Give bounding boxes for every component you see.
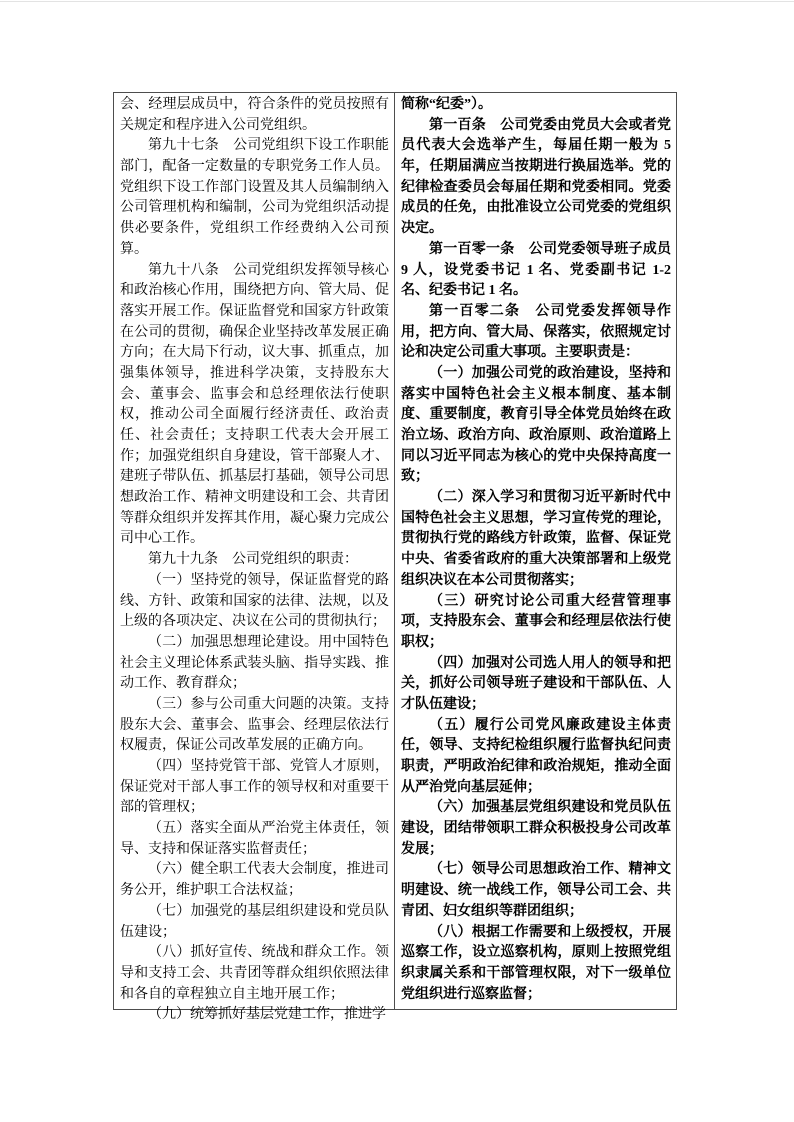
paragraph: 简称“纪委”）。 bbox=[401, 97, 492, 112]
paragraph: （五）履行公司党风廉政建设主体责任，领导、支持纪检组织履行监督执纪问责职责，严明政治纪律和政治规矩，推动全面从严治党向基层延伸； bbox=[401, 717, 671, 795]
paragraph: 会、经理层成员中，符合条件的党员按照有关规定和程序进入公司党组织。 bbox=[120, 97, 389, 133]
paragraph: （八）抓好宣传、统战和群众工作。领导和支持工会、共青团等群众组织依照法律和各自的章程独立自主地开展工作； bbox=[120, 945, 389, 1002]
paragraph: （二）深入学习和贯彻习近平新时代中国特色社会主义思想，学习宣传党的理论，贯彻执行党的路线方针政策，监督、保证党中央、省委省政府的重大决策部署和上级党组织决议在本公司贯彻落实； bbox=[401, 490, 671, 588]
paragraph: 第一百条 公司党委由党员大会或者党员代表大会选举产生，每届任期一般为 5 年，任期届满应当按期进行换届选举。党的纪律检查委员会每届任期和党委相同。党委成员的任免，由批准设立公司党委的党组织决定。 bbox=[401, 117, 671, 237]
paragraph: 第九十七条 公司党组织下设工作职能部门，配备一定数量的专职党务工作人员。党组织下设工作部门设置及其人员编制纳入公司管理机构和编制，公司为党组织活动提供必要条件，党组织工作经费纳入公司预算。 bbox=[120, 138, 389, 257]
paragraph: （七）加强党的基层组织建设和党员队伍建设； bbox=[120, 903, 389, 940]
paragraph: （六）健全职工代表大会制度，推进司务公开，维护职工合法权益； bbox=[120, 862, 389, 899]
paragraph: （一）加强公司党的政治建设，坚持和落实中国特色社会主义根本制度、基本制度、重要制度，教育引导全体党员始终在政治立场、政治方向、政治原则、政治道路上同以习近平同志为核心的党中央保持高度一致； bbox=[401, 365, 671, 485]
paragraph: （五）落实全面从严治党主体责任，领导、支持和保证落实监督责任； bbox=[120, 821, 389, 857]
paragraph: （八）根据工作需要和上级授权，开展巡察工作，设立巡察机构，原则上按照党组织隶属关系和干部管理权限，对下一级单位党组织进行巡察监督； bbox=[401, 924, 671, 1002]
page-top-hairline bbox=[0, 1, 794, 2]
paragraph: （三）参与公司重大问题的决策。支持股东大会、董事会、监事会、经理层依法行权履责，保证公司改革发展的正确方向。 bbox=[120, 696, 389, 754]
paragraph: 第九十九条 公司党组织的职责： bbox=[148, 552, 358, 568]
paragraph: （一）坚持党的领导，保证监督党的路线、方针、政策和国家的法律、法规，以及上级的各项决定、决议在公司的贯彻执行； bbox=[120, 572, 389, 630]
paragraph: （九）统筹抓好基层党建工作，推进学 bbox=[148, 1007, 386, 1023]
right-column bbox=[395, 93, 676, 1009]
paragraph: （七）领导公司思想政治工作、精神文明建设、统一战线工作，领导公司工会、共青团、妇女组织等群团组织； bbox=[401, 862, 671, 919]
charter-articles-table bbox=[113, 92, 677, 1023]
paragraph: 第九十八条 公司党组织发挥领导核心和政治核心作用，围绕把方向、管大局、促落实开展工作。保证监督党和国家方针政策在公司的贯彻，确保企业坚持改革发展正确方向；在大局下行动，议大事、抓重点，加强集体领导，推进科学决策，支持股东大会、董事会、监事会和总经理依法行使职权，推动公司全面履行经济责任、政治责任、社会责任；支持职工代表大会开展工作；加强党组织自身建设，管干部聚人才、建班子带队伍、抓基层打基础，领导公司思想政治工作、精神文明建设和工会、共青团等群众组织并发挥其作用，凝心聚力完成公司中心工作。 bbox=[120, 262, 389, 547]
left-column bbox=[114, 93, 395, 1023]
paragraph: 第一百零一条 公司党委领导班子成员 9 人，设党委书记 1 名、党委副书记 1-2 名、纪委书记 1 名。 bbox=[401, 241, 671, 299]
paragraph: （四）坚持党管干部、党管人才原则，保证党对干部人事工作的领导权和对重要干部的管理权； bbox=[120, 759, 389, 816]
paragraph: （六）加强基层党组织建设和党员队伍建设，团结带领职工群众积极投身公司改革发展； bbox=[401, 800, 671, 857]
paragraph: （三）研究讨论公司重大经营管理事项，支持股东会、董事会和经理层依法行使职权； bbox=[401, 593, 671, 650]
paragraph: 第一百零二条 公司党委发挥领导作用，把方向、管大局、保落实，依照规定讨论和决定公司重大事项。主要职责是： bbox=[401, 303, 671, 361]
paragraph: （四）加强对公司选人用人的领导和把关，抓好公司领导班子建设和干部队伍、人才队伍建设； bbox=[401, 655, 671, 712]
paragraph: （二）加强思想理论建设。用中国特色社会主义理论体系武装头脑、指导实践、推动工作、教育群众； bbox=[120, 634, 389, 692]
